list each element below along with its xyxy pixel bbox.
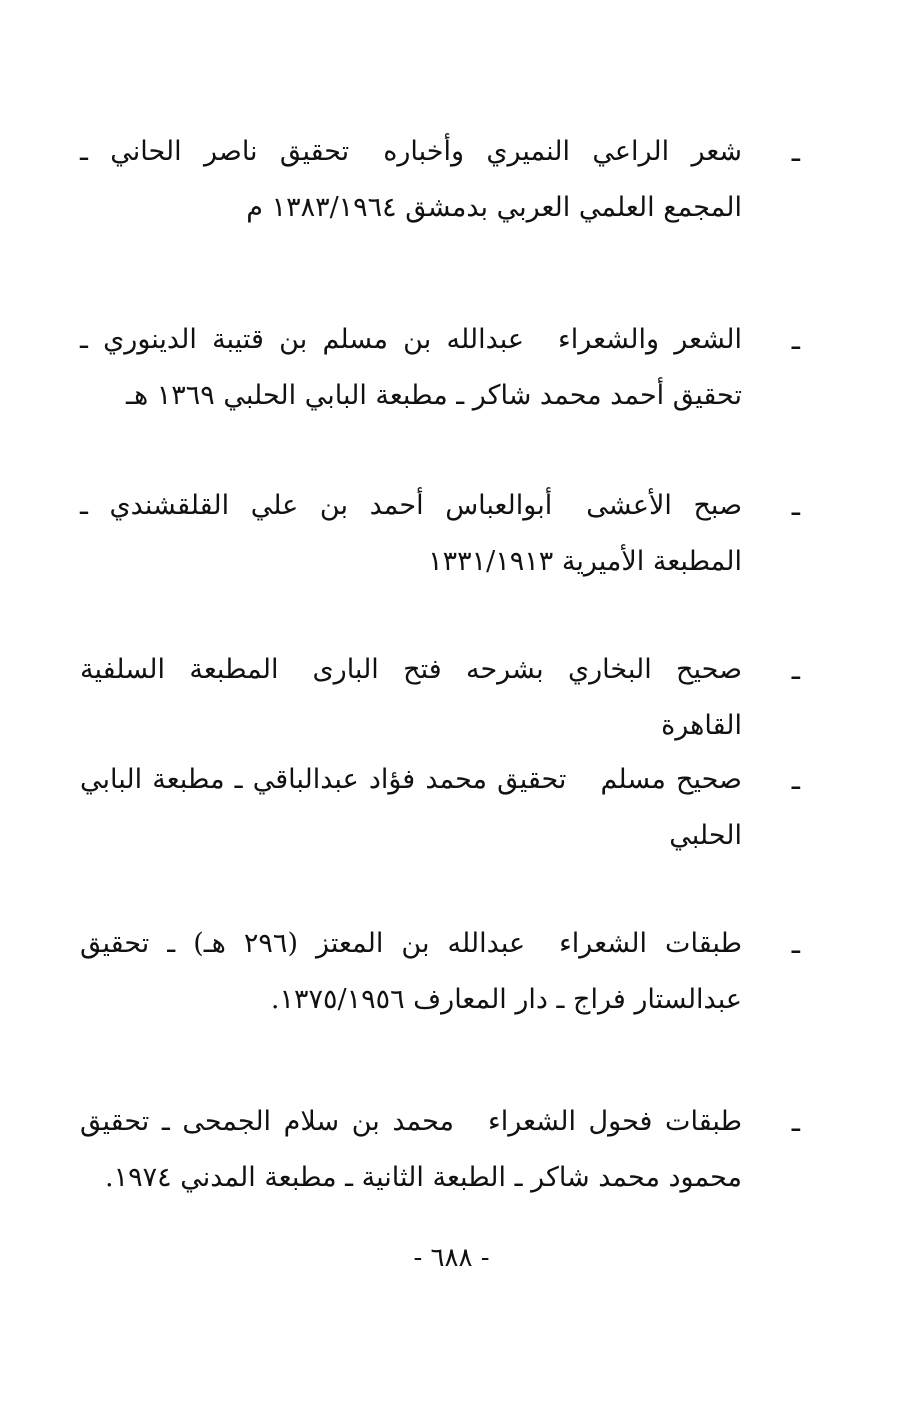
- entry-text: [80, 312, 742, 424]
- entry-bullet: ـ: [791, 323, 800, 356]
- page-number: - ٦٨٨ -: [413, 1243, 490, 1273]
- entry-text: [80, 642, 742, 754]
- entry-title: صبح الأعشى: [586, 490, 743, 521]
- entry-title: الشعر والشعراء: [558, 324, 743, 355]
- entry-text: [80, 478, 742, 590]
- entry-details: تحقيق ناصر الحاني ـ المجمع العلمي العربي بدمشق ١٣٨٣/١٩٦٤ م: [80, 136, 742, 223]
- entry-text: [80, 124, 742, 236]
- entry-title: طبقات الشعراء: [559, 928, 742, 959]
- bibliography-entry-3: [80, 478, 800, 590]
- entry-details: عبدالله بن مسلم بن قتيبة الدينوري ـ تحقيق أحمد محمد شاكر ـ مطبعة البابي الحلبي ١٣٦٩ هـ: [80, 324, 742, 411]
- bibliography-entry-5: [80, 752, 800, 864]
- entry-bullet: ـ: [791, 927, 800, 960]
- bibliography-entry-1: [80, 124, 800, 236]
- entry-title: طبقات فحول الشعراء: [488, 1106, 742, 1137]
- entry-title: صحيح البخاري بشرحه فتح البارى: [312, 654, 742, 685]
- entry-bullet: ـ: [791, 763, 800, 796]
- entry-bullet: ـ: [791, 489, 800, 522]
- bibliography-entry-7: [80, 1094, 800, 1206]
- entry-details: أبوالعباس أحمد بن علي القلقشندي ـ المطبعة الأميرية ١٣٣١/١٩١٣: [80, 490, 742, 577]
- bibliography-entry-2: [80, 312, 800, 424]
- entry-title: صحيح مسلم: [600, 764, 742, 795]
- entry-title: شعر الراعي النميري وأخباره: [383, 136, 742, 167]
- bibliography-entry-4: [80, 642, 800, 754]
- entry-bullet: ـ: [791, 653, 800, 686]
- bibliography-entry-6: [80, 916, 800, 1028]
- entry-details: عبدالله بن المعتز (٢٩٦ هـ) ـ تحقيق عبدالستار فراج ـ دار المعارف ١٣٧٥/١٩٥٦.: [80, 928, 742, 1015]
- entry-details: تحقيق محمد فؤاد عبدالباقي ـ مطبعة البابي الحلبي: [80, 764, 742, 851]
- entry-text: [80, 1094, 742, 1206]
- entry-bullet: ـ: [791, 1105, 800, 1138]
- entry-details: محمد بن سلام الجمحى ـ تحقيق محمود محمد شاكر ـ الطبعة الثانية ـ مطبعة المدني ١٩٧٤.: [80, 1106, 742, 1193]
- entry-bullet: ـ: [791, 135, 800, 168]
- entry-text: [80, 916, 742, 1028]
- entry-details: المطبعة السلفية القاهرة: [80, 654, 742, 741]
- entry-text: [80, 752, 742, 864]
